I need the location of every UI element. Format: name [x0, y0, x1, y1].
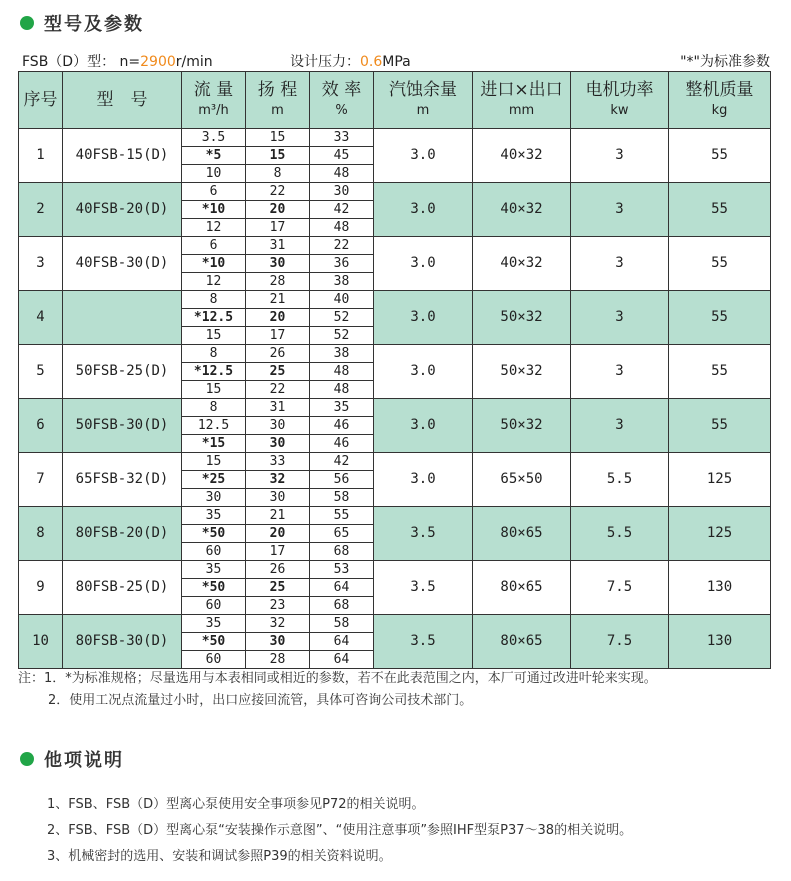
row-number: 4 — [19, 291, 63, 345]
head-value: 15 — [246, 147, 310, 165]
npsh-value: 3.0 — [374, 237, 473, 291]
head-value: 30 — [246, 255, 310, 273]
other-item-3: 3、机械密封的选用、安装和调试参照P39的相关资料说明。 — [47, 849, 392, 864]
speed-value: 2900 — [140, 54, 176, 70]
table-row — [19, 183, 771, 201]
flow-value: *5 — [182, 147, 246, 165]
efficiency-value: 48 — [310, 363, 374, 381]
note-2: 2．使用工况点流量过小时，出口应接回流管，具体可咨询公司技术部门。 — [48, 693, 473, 708]
npsh-value: 3.0 — [374, 291, 473, 345]
motor-power-value: 3 — [571, 183, 669, 237]
efficiency-value: 64 — [310, 651, 374, 669]
efficiency-value: 46 — [310, 417, 374, 435]
flow-value: *15 — [182, 435, 246, 453]
table-row — [19, 129, 771, 147]
table-row — [19, 345, 771, 363]
efficiency-value: 38 — [310, 273, 374, 291]
head-value: 20 — [246, 525, 310, 543]
header-eff-unit: % — [335, 102, 348, 118]
table-row — [19, 291, 771, 309]
npsh-value: 3.0 — [374, 129, 473, 183]
flow-value: 60 — [182, 651, 246, 669]
note-1: 注：1．*为标准规格；尽量选用与本表相同或相近的参数，若不在此表范围之内，本厂可通过改进叶轮来实现。 — [18, 671, 657, 686]
head-value: 15 — [246, 129, 310, 147]
head-value: 28 — [246, 651, 310, 669]
motor-power-value: 3 — [571, 345, 669, 399]
efficiency-value: 58 — [310, 615, 374, 633]
speed-param — [22, 51, 213, 71]
flow-value: 15 — [182, 381, 246, 399]
flow-value: 3.5 — [182, 129, 246, 147]
efficiency-value: 64 — [310, 579, 374, 597]
head-value: 17 — [246, 219, 310, 237]
motor-power-value: 3 — [571, 129, 669, 183]
efficiency-value: 36 — [310, 255, 374, 273]
efficiency-value: 55 — [310, 507, 374, 525]
efficiency-value: 48 — [310, 165, 374, 183]
head-value: 26 — [246, 561, 310, 579]
head-value: 31 — [246, 237, 310, 255]
flow-value: 35 — [182, 507, 246, 525]
model-name: 40FSB-20(D) — [63, 183, 182, 237]
flow-value: 35 — [182, 561, 246, 579]
pump-spec-table — [18, 71, 771, 669]
weight-value: 55 — [669, 345, 771, 399]
efficiency-value: 22 — [310, 237, 374, 255]
head-value: 20 — [246, 309, 310, 327]
bullet-dot-icon — [20, 752, 34, 766]
motor-power-value: 3 — [571, 237, 669, 291]
header-io-unit: mm — [508, 102, 535, 118]
header-head-text: 扬 程 — [257, 79, 298, 100]
flow-value: 6 — [182, 237, 246, 255]
header-power-text: 电机功率 — [585, 79, 654, 100]
other-item-2: 2、FSB、FSB（D）型离心泵“安装操作示意图”、“使用注意事项”参照IHF型泵P37～38的相关说明。 — [47, 823, 633, 838]
head-value: 30 — [246, 633, 310, 651]
weight-value: 55 — [669, 129, 771, 183]
inlet-outlet-value: 50×32 — [473, 399, 571, 453]
header-weight-text: 整机质量 — [685, 79, 754, 100]
header-weight-unit: kg — [711, 102, 728, 118]
motor-power-value: 3 — [571, 291, 669, 345]
table-row — [19, 507, 771, 525]
model-name: 80FSB-20(D) — [63, 507, 182, 561]
flow-value: *10 — [182, 201, 246, 219]
header-npsh-unit: m — [416, 102, 430, 118]
model-name: 40FSB-15(D) — [63, 129, 182, 183]
pressure-label: 设计压力： — [290, 54, 360, 70]
speed-prefix: FSB（D）型： n= — [22, 54, 141, 70]
efficiency-value: 53 — [310, 561, 374, 579]
inlet-outlet-value: 80×65 — [473, 507, 571, 561]
head-value: 25 — [246, 363, 310, 381]
weight-value: 55 — [669, 237, 771, 291]
flow-value: 6 — [182, 183, 246, 201]
table-header-row — [19, 72, 771, 129]
efficiency-value: 64 — [310, 633, 374, 651]
header-io — [473, 72, 571, 129]
table-row — [19, 561, 771, 579]
efficiency-value: 35 — [310, 399, 374, 417]
inlet-outlet-value: 50×32 — [473, 291, 571, 345]
head-value: 28 — [246, 273, 310, 291]
head-value: 21 — [246, 507, 310, 525]
pressure-param — [290, 51, 411, 71]
section-title-text: 他项说明 — [44, 750, 124, 771]
weight-value: 130 — [669, 561, 771, 615]
npsh-value: 3.5 — [374, 561, 473, 615]
motor-power-value: 5.5 — [571, 507, 669, 561]
flow-value: 15 — [182, 453, 246, 471]
efficiency-value: 42 — [310, 201, 374, 219]
motor-power-value: 7.5 — [571, 615, 669, 669]
flow-value: *50 — [182, 633, 246, 651]
inlet-outlet-value: 50×32 — [473, 345, 571, 399]
efficiency-value: 38 — [310, 345, 374, 363]
head-value: 32 — [246, 615, 310, 633]
section-title-params — [20, 10, 144, 36]
bullet-dot-icon — [20, 16, 34, 30]
inlet-outlet-value: 40×32 — [473, 237, 571, 291]
row-number: 7 — [19, 453, 63, 507]
model-name: 50FSB-30(D) — [63, 399, 182, 453]
model-name: 50FSB-25(D) — [63, 345, 182, 399]
header-weight — [669, 72, 771, 129]
inlet-outlet-value: 80×65 — [473, 561, 571, 615]
flow-value: *12.5 — [182, 363, 246, 381]
head-value: 22 — [246, 381, 310, 399]
header-seq-text: 序号 — [23, 89, 58, 110]
header-io-text: 进口×出口 — [480, 79, 563, 100]
weight-value: 130 — [669, 615, 771, 669]
model-name: 65FSB-32(D) — [63, 453, 182, 507]
motor-power-value: 5.5 — [571, 453, 669, 507]
model-name: 40FSB-30(D) — [63, 237, 182, 291]
flow-value: *12.5 — [182, 309, 246, 327]
flow-value: 8 — [182, 399, 246, 417]
inlet-outlet-value: 40×32 — [473, 183, 571, 237]
header-power — [571, 72, 669, 129]
head-value: 33 — [246, 453, 310, 471]
weight-value: 55 — [669, 183, 771, 237]
npsh-value: 3.0 — [374, 453, 473, 507]
header-model-text: 型 号 — [96, 89, 148, 110]
inlet-outlet-value: 40×32 — [473, 129, 571, 183]
header-flow-unit: m³/h — [198, 102, 229, 118]
efficiency-value: 56 — [310, 471, 374, 489]
head-value: 26 — [246, 345, 310, 363]
header-flow-text: 流 量 — [193, 79, 234, 100]
weight-value: 125 — [669, 507, 771, 561]
flow-value: 35 — [182, 615, 246, 633]
flow-value: 8 — [182, 345, 246, 363]
head-value: 25 — [246, 579, 310, 597]
flow-value: 30 — [182, 489, 246, 507]
flow-value: 12 — [182, 273, 246, 291]
row-number: 2 — [19, 183, 63, 237]
flow-value: 10 — [182, 165, 246, 183]
head-value: 17 — [246, 327, 310, 345]
npsh-value: 3.0 — [374, 183, 473, 237]
header-eff-text: 效 率 — [321, 79, 362, 100]
efficiency-value: 52 — [310, 327, 374, 345]
head-value: 21 — [246, 291, 310, 309]
table-row — [19, 237, 771, 255]
flow-value: *25 — [182, 471, 246, 489]
npsh-value: 3.5 — [374, 615, 473, 669]
weight-value: 55 — [669, 399, 771, 453]
flow-value: 12 — [182, 219, 246, 237]
standard-note: "*"为标准参数 — [680, 54, 770, 70]
flow-value: 8 — [182, 291, 246, 309]
inlet-outlet-value: 80×65 — [473, 615, 571, 669]
weight-value: 125 — [669, 453, 771, 507]
flow-value: 12.5 — [182, 417, 246, 435]
header-npsh-text: 汽蚀余量 — [389, 79, 457, 100]
efficiency-value: 52 — [310, 309, 374, 327]
pressure-value: 0.6 — [360, 54, 383, 70]
head-value: 20 — [246, 201, 310, 219]
table-row — [19, 615, 771, 633]
row-number: 9 — [19, 561, 63, 615]
header-npsh — [374, 72, 473, 129]
motor-power-value: 7.5 — [571, 561, 669, 615]
table-row — [19, 453, 771, 471]
row-number: 5 — [19, 345, 63, 399]
row-number: 1 — [19, 129, 63, 183]
row-number: 8 — [19, 507, 63, 561]
flow-value: *50 — [182, 579, 246, 597]
pressure-unit: MPa — [382, 54, 411, 70]
notes — [18, 668, 657, 712]
head-value: 30 — [246, 489, 310, 507]
motor-power-value: 3 — [571, 399, 669, 453]
header-head-unit: m — [271, 102, 284, 118]
head-value: 31 — [246, 399, 310, 417]
head-value: 30 — [246, 435, 310, 453]
efficiency-value: 46 — [310, 435, 374, 453]
row-number: 3 — [19, 237, 63, 291]
flow-value: 15 — [182, 327, 246, 345]
efficiency-value: 58 — [310, 489, 374, 507]
efficiency-value: 33 — [310, 129, 374, 147]
efficiency-value: 42 — [310, 453, 374, 471]
model-name: 80FSB-25(D) — [63, 561, 182, 615]
header-head — [246, 72, 310, 129]
row-number: 10 — [19, 615, 63, 669]
efficiency-value: 48 — [310, 219, 374, 237]
weight-value: 55 — [669, 291, 771, 345]
speed-unit: r/min — [175, 54, 213, 70]
efficiency-value: 45 — [310, 147, 374, 165]
header-seq — [19, 72, 63, 129]
efficiency-value: 68 — [310, 597, 374, 615]
efficiency-value: 48 — [310, 381, 374, 399]
head-value: 17 — [246, 543, 310, 561]
other-notes — [47, 792, 632, 870]
flow-value: 60 — [182, 597, 246, 615]
efficiency-value: 40 — [310, 291, 374, 309]
table-body — [19, 129, 771, 669]
flow-value: *10 — [182, 255, 246, 273]
npsh-value: 3.5 — [374, 507, 473, 561]
model-name — [63, 291, 182, 345]
other-item-1: 1、FSB、FSB（D）型离心泵使用安全事项参见P72的相关说明。 — [47, 797, 425, 812]
npsh-value: 3.0 — [374, 345, 473, 399]
head-value: 22 — [246, 183, 310, 201]
head-value: 32 — [246, 471, 310, 489]
model-name: 80FSB-30(D) — [63, 615, 182, 669]
flow-value: 60 — [182, 543, 246, 561]
section-title-other — [20, 746, 124, 772]
header-flow — [182, 72, 246, 129]
head-value: 8 — [246, 165, 310, 183]
flow-value: *50 — [182, 525, 246, 543]
inlet-outlet-value: 65×50 — [473, 453, 571, 507]
row-number: 6 — [19, 399, 63, 453]
npsh-value: 3.0 — [374, 399, 473, 453]
header-model — [63, 72, 182, 129]
efficiency-value: 30 — [310, 183, 374, 201]
head-value: 30 — [246, 417, 310, 435]
table-row — [19, 399, 771, 417]
header-power-unit: kw — [610, 102, 629, 118]
efficiency-value: 65 — [310, 525, 374, 543]
header-eff — [310, 72, 374, 129]
efficiency-value: 68 — [310, 543, 374, 561]
section-title-text: 型号及参数 — [44, 14, 144, 35]
head-value: 23 — [246, 597, 310, 615]
